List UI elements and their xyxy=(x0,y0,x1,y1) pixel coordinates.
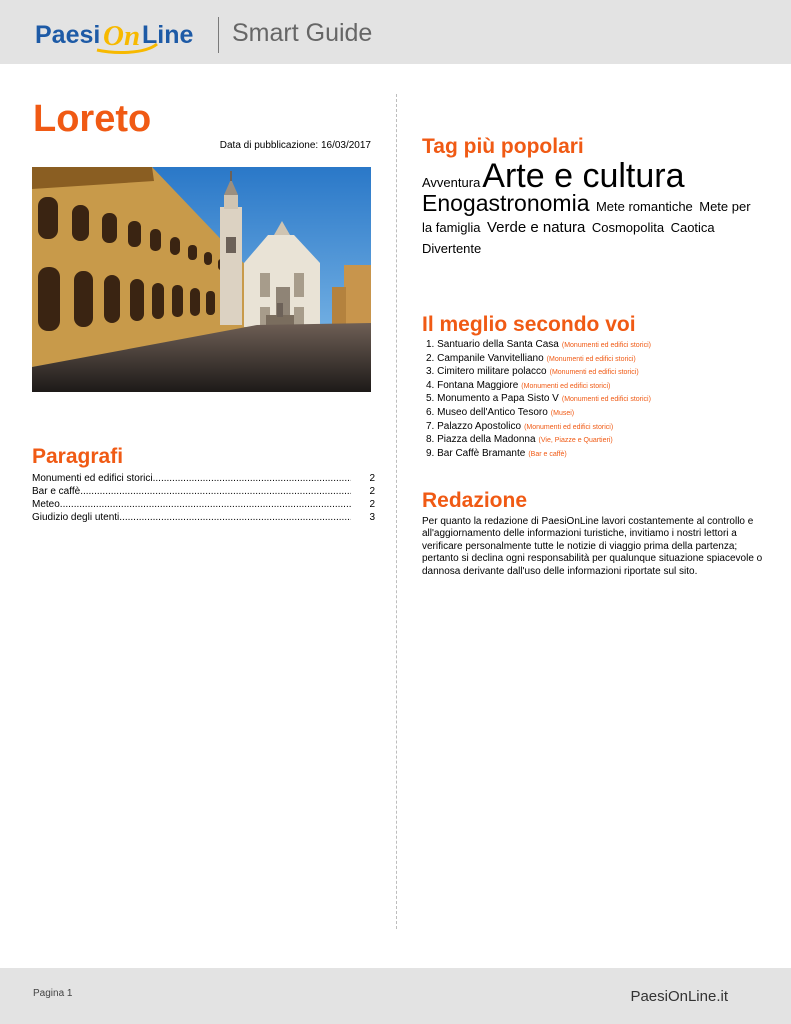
toc-entry-label: Monumenti ed edifici storici xyxy=(32,473,153,484)
tag-avventura[interactable]: Avventura xyxy=(422,175,481,190)
publication-date: Data di pubblicazione: 16/03/2017 xyxy=(219,140,371,151)
list-item[interactable] xyxy=(426,366,651,380)
list-item-name: 1. Santuario della Santa Casa xyxy=(426,339,559,350)
list-item-category: (Musei) xyxy=(550,409,575,417)
tag-enogastronomia[interactable]: Enogastronomia xyxy=(422,190,590,216)
list-item-category: (Monumenti ed edifici storici) xyxy=(524,423,614,431)
toc-entry-page: 2 xyxy=(369,486,375,497)
footer-site[interactable]: PaesiOnLine.it xyxy=(630,988,728,1005)
list-item-name: 6. Museo dell'Antico Tesoro xyxy=(426,406,548,418)
list-item[interactable] xyxy=(426,353,651,367)
tag-divertente[interactable]: Divertente xyxy=(422,241,482,256)
list-item-name: 2. Campanile Vanvitelliano xyxy=(426,352,544,364)
list-item[interactable] xyxy=(426,380,651,394)
paragrafi-toc xyxy=(32,472,375,524)
list-item-name: 3. Cimitero militare polacco xyxy=(426,366,547,378)
column-divider xyxy=(396,94,397,929)
list-item-name: 4. Fontana Maggiore xyxy=(426,379,519,391)
paesionline-logo xyxy=(35,14,205,56)
header-divider xyxy=(218,17,219,53)
loreto-photo xyxy=(32,167,371,392)
toc-entry-page: 2 xyxy=(369,473,375,484)
list-item-category: (Bar e caffè) xyxy=(528,450,567,458)
toc-entry-label: Meteo xyxy=(32,499,60,510)
list-item-category: (Monumenti ed edifici storici) xyxy=(546,355,636,363)
tag-cloud xyxy=(422,157,762,259)
tag-caotica[interactable]: Caotica xyxy=(670,220,715,235)
logo-text-line: Line xyxy=(142,21,194,49)
list-item-category: (Monumenti ed edifici storici) xyxy=(561,342,651,349)
list-item-category: (Monumenti ed edifici storici) xyxy=(549,369,639,377)
page-title: Loreto xyxy=(33,98,152,140)
tag-cosmopolita[interactable]: Cosmopolita xyxy=(591,220,665,235)
toc-entry[interactable] xyxy=(32,472,375,485)
list-item-category: (Monumenti ed edifici storici) xyxy=(561,396,651,404)
list-item-name: 9. Bar Caffè Bramante xyxy=(426,447,526,459)
list-item-name: 8. Piazza della Madonna xyxy=(426,434,536,446)
header-subtitle: Smart Guide xyxy=(232,19,373,47)
toc-entry[interactable] xyxy=(32,498,375,511)
list-item[interactable] xyxy=(426,407,651,421)
redazione-heading: Redazione xyxy=(422,489,528,512)
toc-entry-page: 3 xyxy=(369,512,375,523)
list-item[interactable] xyxy=(426,393,651,407)
best-heading: Il meglio secondo voi xyxy=(422,313,636,336)
toc-entry[interactable] xyxy=(32,511,375,524)
toc-leader xyxy=(119,511,351,524)
paragrafi-heading: Paragrafi xyxy=(32,445,124,468)
tag-mete-per-la-famiglia[interactable]: Mete per la famiglia xyxy=(422,199,751,235)
tag-verde-e-natura[interactable]: Verde e natura xyxy=(486,219,586,236)
page-number: Pagina 1 xyxy=(33,988,73,999)
tag-arte-e-cultura[interactable]: Arte e cultura xyxy=(482,157,685,195)
list-item-name: 5. Monumento a Papa Sisto V xyxy=(426,393,559,405)
best-list xyxy=(426,339,651,461)
page-footer xyxy=(0,968,791,1024)
toc-entry[interactable] xyxy=(32,485,375,498)
logo-text-on: On xyxy=(103,20,141,52)
toc-leader xyxy=(80,485,351,498)
logo-text-paesi: Paesi xyxy=(35,21,101,49)
tags-heading: Tag più popolari xyxy=(422,135,584,158)
list-item-category: (Vie, Piazze e Quartieri) xyxy=(538,437,613,445)
toc-leader xyxy=(60,498,351,511)
page-header xyxy=(0,0,791,64)
redazione-text: Per quanto la redazione di PaesiOnLine lavori costantemente al controllo e all'aggiornamento delle informazioni turistiche, invitiamo i nostri lettori a verificare personalmente tutte le notizie di viaggio prima della partenza; pertanto si declina ogni responsabilità per qualunque situazione spiacevole o dannosa derivante dall'uso delle informazioni riportate sul sito. xyxy=(422,516,763,577)
list-item[interactable] xyxy=(426,421,651,435)
list-item[interactable] xyxy=(426,448,651,462)
toc-entry-label: Bar e caffè xyxy=(32,486,81,497)
list-item-name: 7. Palazzo Apostolico xyxy=(426,420,522,432)
list-item[interactable] xyxy=(426,339,651,353)
list-item-category: (Monumenti ed edifici storici) xyxy=(521,382,611,390)
toc-entry-page: 2 xyxy=(369,499,375,510)
toc-leader xyxy=(153,472,351,485)
list-item[interactable] xyxy=(426,434,651,448)
toc-entry-label: Giudizio degli utenti xyxy=(32,512,120,523)
tag-mete-romantiche[interactable]: Mete romantiche xyxy=(595,199,693,214)
